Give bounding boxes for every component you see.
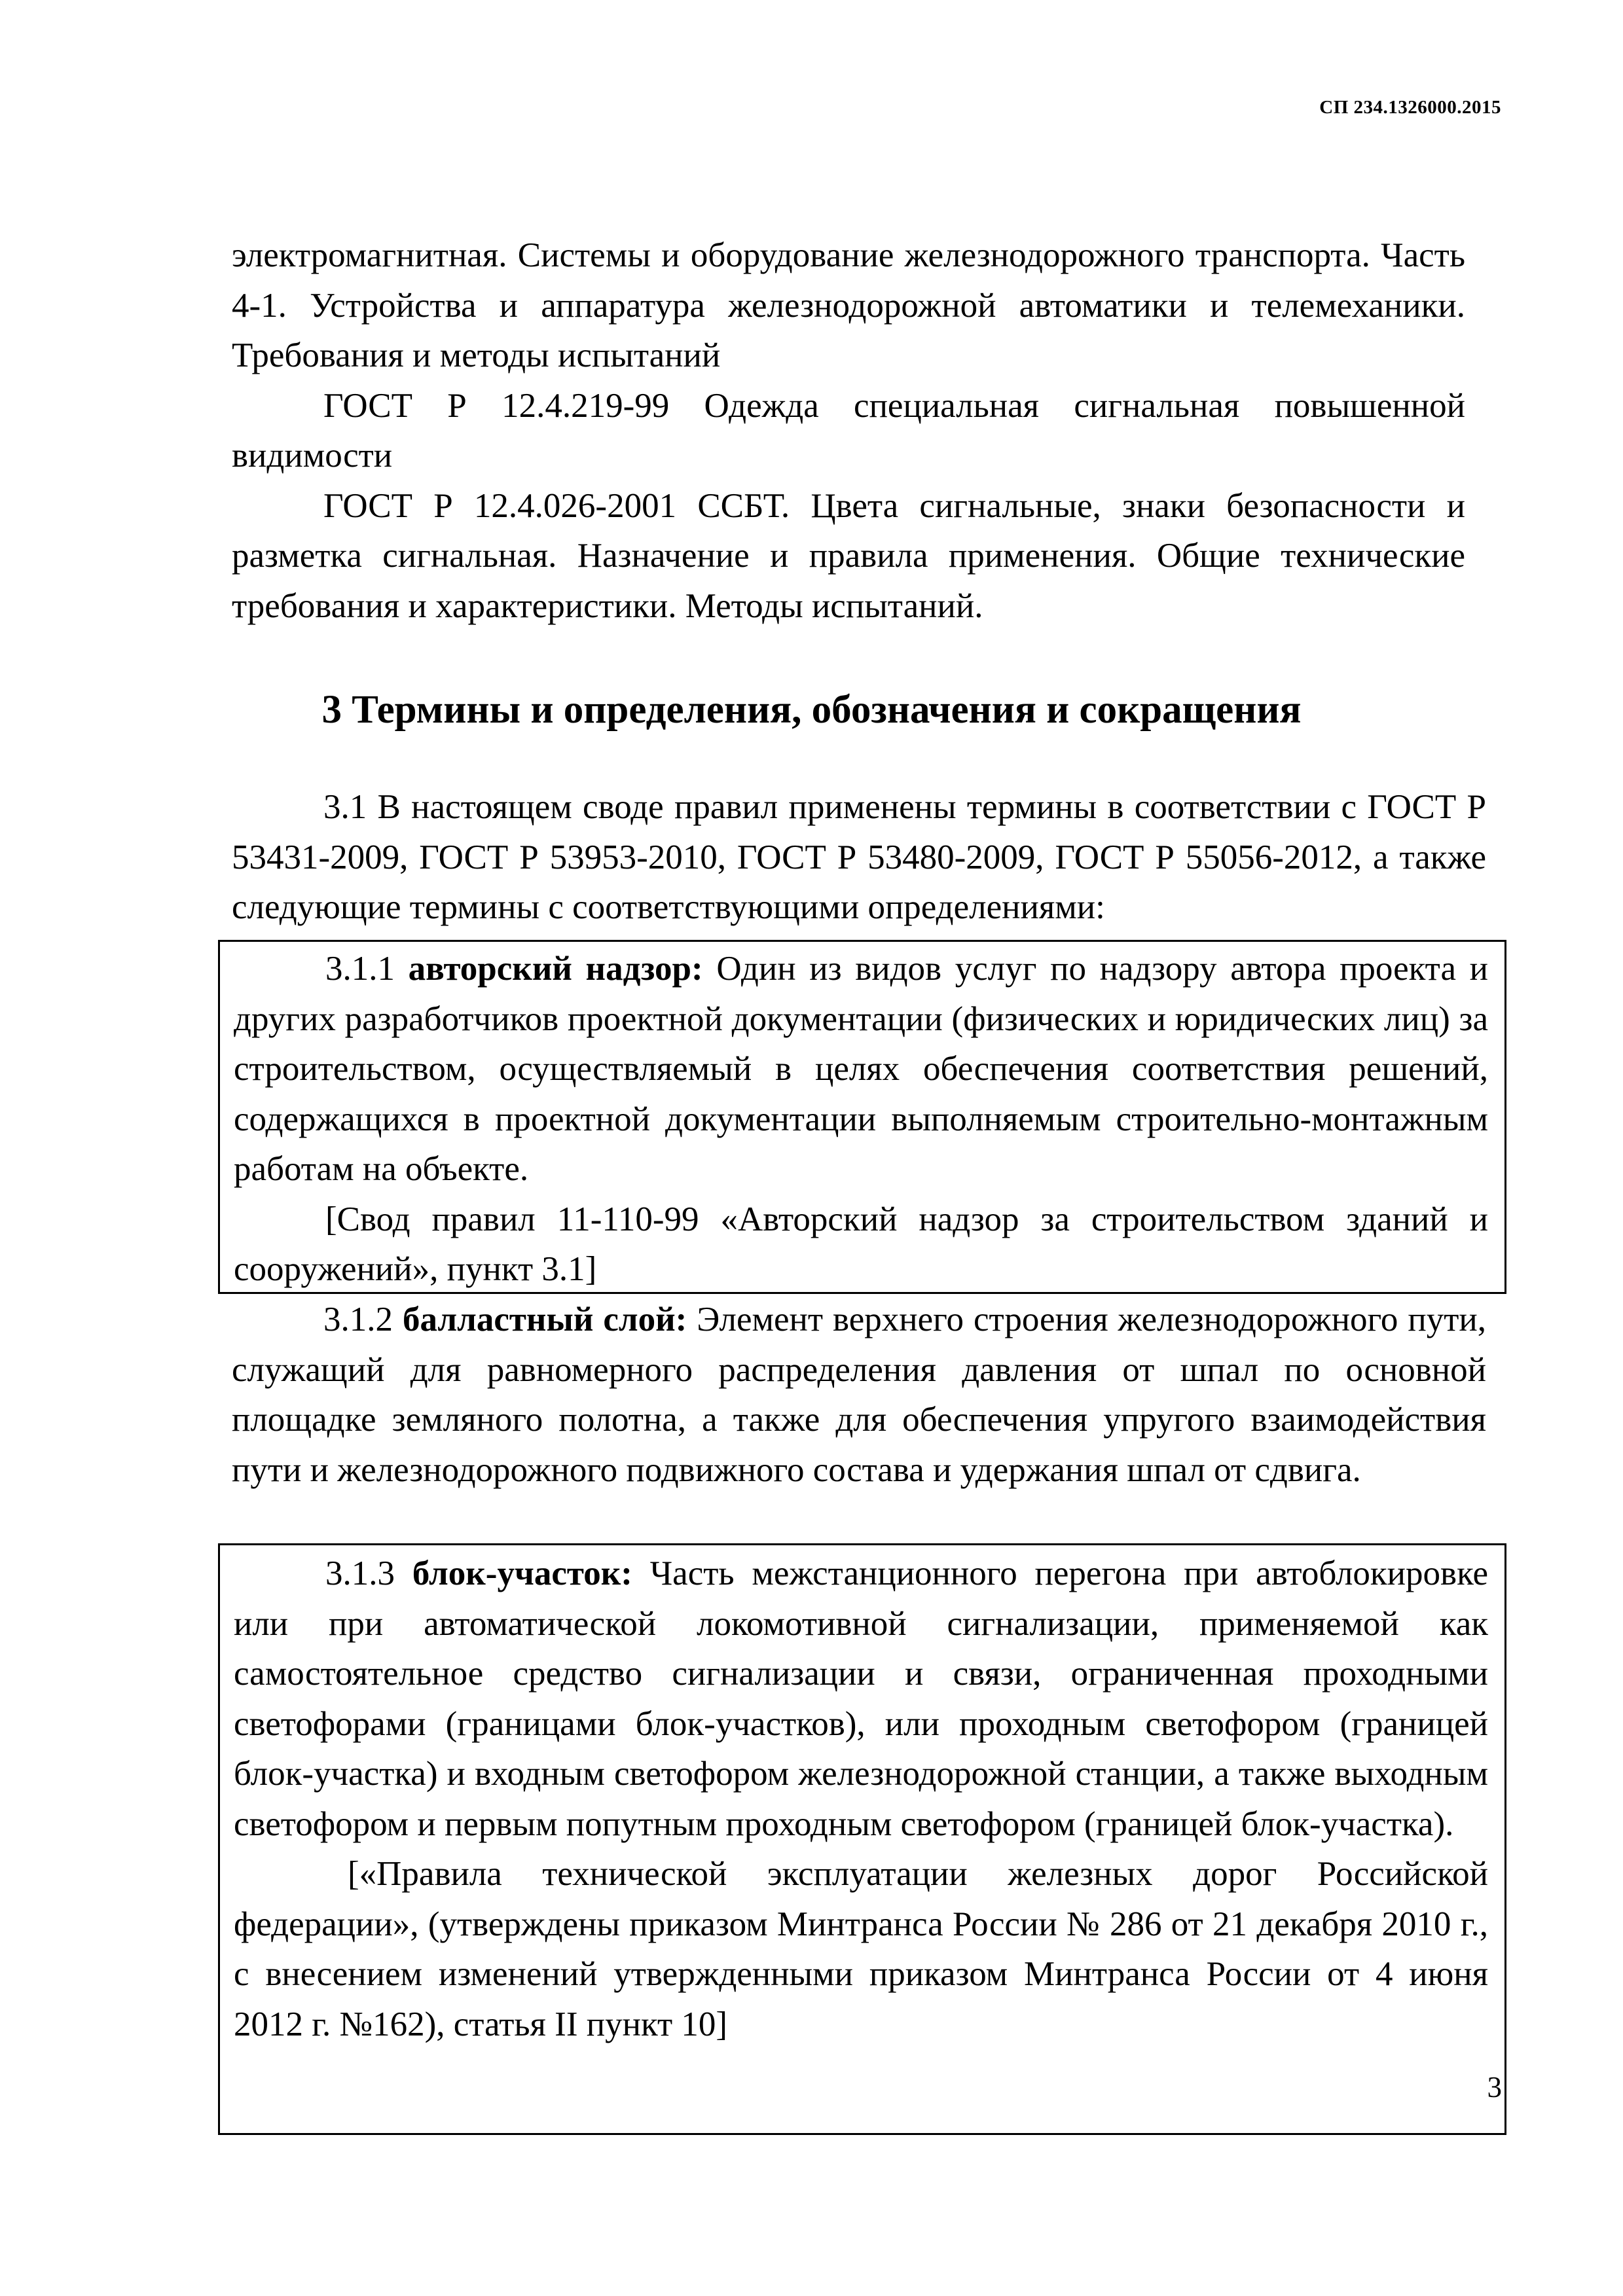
term-3-1-3 [234,1549,1488,2049]
term-box-3-1-1 [218,940,1506,1294]
term-definition: Часть межстанционного перегона при автоблокировке или при автоматической локомотивной сигнализации, применяемой как самостоятельное средство сигнализации и связи, ограниченная проходными светофорами (границами блок-участков), или проходным светофором (границей блок-участка) и входным светофором железнодорожной станции, а также выходным светофором и первым попутным проходным светофором (границей блок-участка). [234,1554,1489,1843]
document-code: СП 234.1326000.2015 [1319,97,1501,118]
top-paragraphs [232,230,1465,631]
term-number: 3.1.1 [325,950,395,988]
term-source: [«Правила технической эксплуатации железных дорог Российской федерации», (утверждены приказом Минтранса России № 286 от 21 декабря 2010 г., с внесением изменений утвержденными приказом Минтранса России от 4 июня 2012 г. №162), статья II пункт 10] [234,1855,1488,2043]
term-3-1-2-body [232,1295,1486,1495]
section-intro [232,782,1486,933]
paragraph-gost-12-4-026: ГОСТ Р 12.4.026-2001 ССБТ. Цвета сигнальные, знаки безопасности и разметка сигнальная. Назначение и правила применения. Общие технические требования и характеристики. Методы испытаний. [232,486,1465,625]
paragraph-3-1: 3.1 В настоящем своде правил применены термины в соответствии с ГОСТ Р 53431-2009, ГОСТ Р 53953-2010, ГОСТ Р 53480-2009, ГОСТ Р 55056-2012, а также следующие термины с соответствующими определениями: [232,788,1486,926]
term-3-1-3-body [234,1549,1488,1849]
term-definition: Элемент верхнего строения железнодорожного пути, служащий для равномерного распределения давления от шпал по основной площадке земляного полотна, а также для обеспечения упругого взаимодействия пути и железнодорожного подвижного состава и удержания шпал от сдвига. [232,1300,1486,1489]
term-definition: Один из видов услуг по надзору автора проекта и других разработчиков проектной документации (физических и юридических лиц) за строительством, осуществляемый в целях обеспечения соответствия решений, содержащихся в проектной документации выполняемым строительно-монтажным работам на объекте. [234,950,1488,1188]
term-source: [Свод правил 11-110-99 «Авторский надзор за строительством зданий и сооружений», пункт 3.1] [234,1200,1488,1288]
term-box-3-1-3 [218,1543,1506,2135]
term-number: 3.1.2 [323,1300,393,1338]
term-name: авторский надзор: [408,950,703,988]
page-number: 3 [1487,2071,1502,2104]
section-heading: 3 Термины и определения, обозначения и сокращения [321,688,1302,732]
paragraph-gost-12-4-219: ГОСТ Р 12.4.219-99 Одежда специальная сигнальная повышенной видимости [232,386,1465,475]
term-name: балластный слой: [402,1300,687,1338]
term-3-1-1 [234,944,1488,1295]
term-number: 3.1.3 [325,1554,395,1592]
term-3-1-1-body [234,944,1488,1194]
paragraph-continuation: электромагнитная. Системы и оборудование железнодорожного транспорта. Часть 4-1. Устройства и аппаратура железнодорожной автоматики и телемеханики. Требования и методы испытаний [232,236,1465,374]
term-name: блок-участок: [412,1554,632,1592]
term-3-1-2 [232,1295,1486,1495]
